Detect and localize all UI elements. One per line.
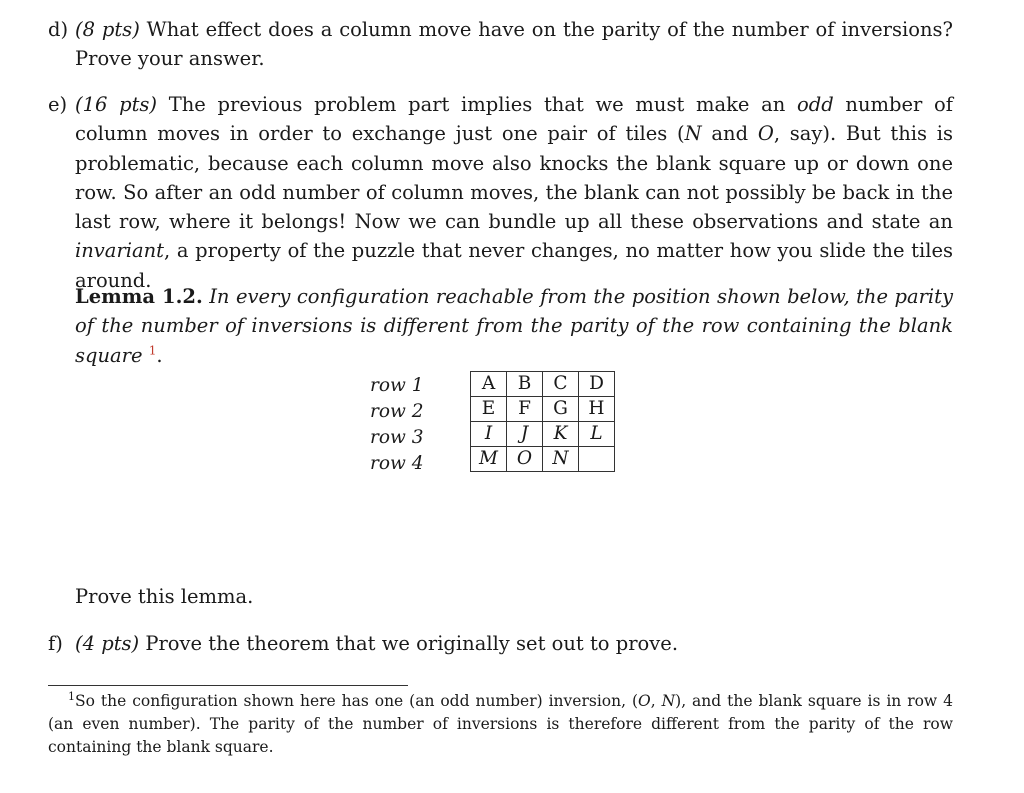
part-e-text-4: , say). But this is problematic, because each column move also knocks the blank square up or down one row. So after an odd number of column moves, the blank can not possibly be back in the last row, where it belongs! Now we can bundle up all these observations and state an — [75, 122, 953, 234]
puzzle-tile: C — [543, 372, 579, 397]
row-label: row 4 — [370, 453, 424, 474]
footnote-mark: 1 — [68, 689, 75, 703]
puzzle-tile: F — [507, 397, 543, 422]
lemma-heading: Lemma 1.2. — [75, 285, 203, 308]
puzzle-tile: O — [507, 447, 543, 472]
footnote-text-3: ), and the blank square is in row 4 (an even number). The parity of the number of inversions is therefore different from the parity of the row containing the blank square. — [48, 692, 953, 756]
puzzle-tile: I — [471, 422, 507, 447]
puzzle-blank-tile — [579, 447, 615, 472]
footnote — [48, 690, 953, 759]
puzzle-tile: G — [543, 397, 579, 422]
part-f-label: f) — [48, 632, 63, 655]
footnote-text-1: So the configuration shown here has one (an odd number) inversion, ( — [75, 692, 639, 710]
part-d — [48, 15, 953, 74]
lemma-end: . — [156, 343, 163, 367]
puzzle-tile: L — [579, 422, 615, 447]
puzzle-tile: J — [507, 422, 543, 447]
puzzle-tile: A — [471, 372, 507, 397]
part-e-text-3: and — [701, 122, 758, 146]
footnote-rule — [48, 685, 408, 686]
row-label: row 1 — [370, 375, 424, 396]
part-f-points: (4 pts) — [75, 632, 140, 655]
part-e-text-1: The previous problem part implies that we must make an — [157, 93, 797, 116]
part-e-N: N — [684, 122, 702, 146]
row-label: row 3 — [370, 427, 424, 448]
part-d-text: What effect does a column move have on the parity of the number of inversions? Prove your answer. — [75, 18, 953, 71]
puzzle-tile: D — [579, 372, 615, 397]
part-e-O: O — [757, 122, 774, 146]
lemma-footnote-mark[interactable]: 1 — [148, 343, 157, 358]
part-f-text: Prove the theorem that we originally set out to prove. — [139, 632, 679, 655]
puzzle-tile: H — [579, 397, 615, 422]
puzzle-row — [471, 447, 615, 472]
puzzle-tile: K — [543, 422, 579, 447]
puzzle-tile: M — [471, 447, 507, 472]
puzzle-tile: N — [543, 447, 579, 472]
part-e — [48, 90, 953, 295]
part-e-label: e) — [48, 93, 68, 116]
puzzle-tile: E — [471, 397, 507, 422]
footnote-text-2: , — [650, 692, 662, 710]
part-e-text-5: , a property of the puzzle that never changes, no matter how you slide the tiles around. — [75, 239, 953, 292]
puzzle-row — [471, 397, 615, 422]
part-e-text-2: number of column moves in order to exchange just one pair of tiles ( — [75, 93, 953, 146]
prove-lemma-text: Prove this lemma. — [75, 585, 254, 608]
part-d-points: (8 pts) — [75, 18, 140, 41]
part-f — [48, 629, 953, 658]
lemma-statement: In every configuration reachable from the position shown below, the parity of the number of inversions is different from the parity of the row containing the blank square — [75, 285, 953, 367]
puzzle-row — [471, 422, 615, 447]
part-d-label: d) — [48, 18, 69, 41]
puzzle-row — [471, 372, 615, 397]
lemma — [75, 282, 953, 370]
footnote-N: N — [661, 692, 676, 710]
part-e-points: (16 pts) — [75, 93, 158, 116]
part-e-invariant: invariant — [75, 239, 165, 263]
row-label: row 2 — [370, 401, 424, 422]
puzzle-grid — [470, 371, 615, 472]
puzzle-tile: B — [507, 372, 543, 397]
part-e-odd: odd — [797, 93, 834, 116]
footnote-O: O — [638, 692, 651, 710]
row-labels — [370, 373, 423, 477]
